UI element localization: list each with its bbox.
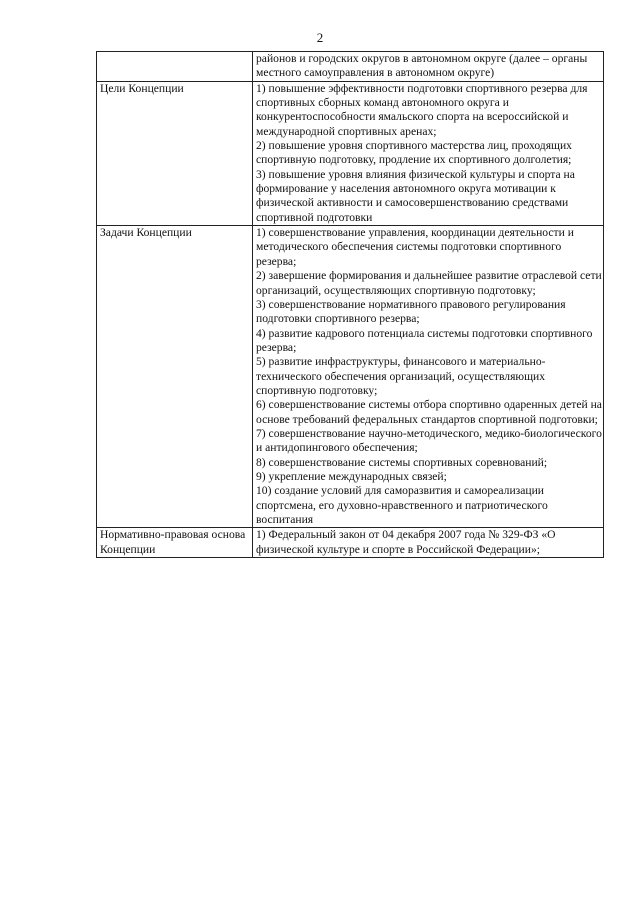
table-row — [97, 226, 604, 528]
list-item: 4) развитие кадрового потенциала системы подготовки спортивного резерва; — [256, 326, 593, 354]
list-item: 3) совершенствование нормативного правового регулирования подготовки спортивного резерва; — [256, 297, 566, 326]
list-item: 8) совершенствование системы спортивных соревнований; — [256, 455, 548, 469]
page-number: 2 — [316, 30, 324, 45]
list-item: 1) Федеральный закон от 04 декабря 2007 года № 329-ФЗ «О физической культуре и спорте в Российской Федерации»; — [256, 528, 556, 556]
row-content — [253, 528, 604, 558]
list-item: 9) укрепление международных связей; — [256, 469, 447, 483]
list-item: 6) совершенствование системы отбора спортивно одаренных детей на основе требований федеральных стандартов спортивной подготовки; — [256, 398, 602, 426]
row-label: Задачи Концепции — [97, 226, 253, 528]
row-label — [97, 52, 253, 82]
list-item: 1) совершенствование управления, координации деятельности и методического обеспечения системы подготовки спортивного резерва; — [256, 226, 574, 268]
list-item: 3) повышение уровня влияния физической культуры и спорта на формирование у населения автономного округа мотивации к физической активности и самосовершенствованию средствами спортивной подготовки — [256, 167, 575, 224]
list-item: 10) создание условий для саморазвития и самореализации спортсмена, его духовно-нравственного и патриотического воспитания — [256, 484, 548, 526]
list-item: районов и городских округов в автономном округе (далее – органы местного самоуправления в автономном округе) — [256, 52, 588, 80]
list-item: 1) повышение эффективности подготовки спортивного резерва для спортивных сборных команд автономного округа и конкурентоспособности ямальского спорта на всероссийской и международной спортивных аренах; — [256, 81, 588, 138]
table-row — [97, 81, 604, 225]
table-row — [97, 528, 604, 558]
row-content — [253, 226, 604, 528]
list-item: 7) совершенствование научно-методического, медико-биологического и антидопингового обеспечения; — [256, 426, 602, 455]
table-row — [97, 52, 604, 82]
concept-table — [96, 51, 604, 558]
row-label: Цели Концепции — [97, 81, 253, 225]
list-item: 2) повышение уровня спортивного мастерства лиц, проходящих спортивную подготовку, продление их спортивного долголетия; — [256, 139, 572, 167]
row-content — [253, 52, 604, 82]
list-item: 5) развитие инфраструктуры, финансового и материально-технического обеспечения организаций, осуществляющих спортивную подготовку; — [256, 355, 546, 397]
list-item: 2) завершение формирования и дальнейшее развитие отраслевой сети организаций, осуществляющих спортивную подготовку; — [256, 269, 602, 297]
row-content — [253, 81, 604, 225]
row-label: Нормативно-правовая основа Концепции — [97, 528, 253, 558]
